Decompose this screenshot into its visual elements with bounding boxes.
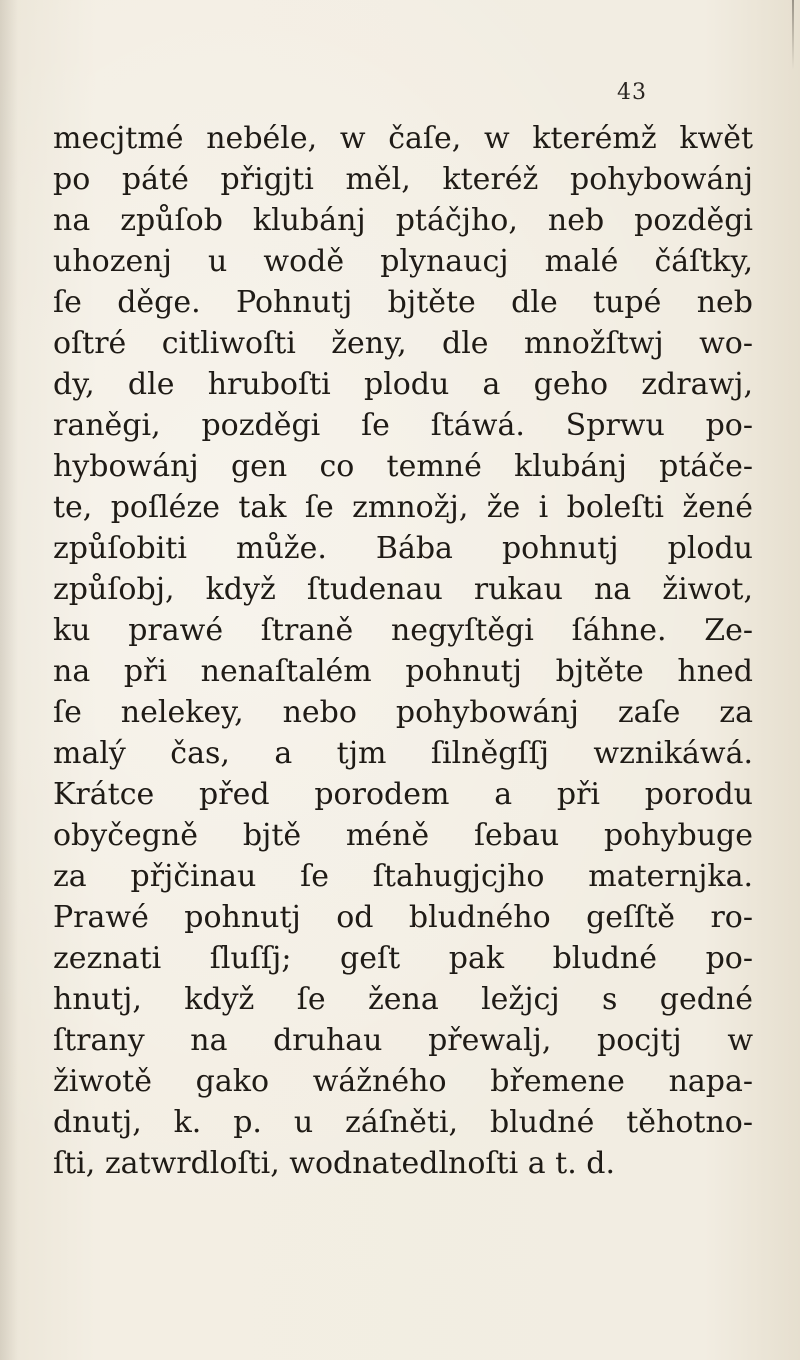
- page-number: 43: [617, 80, 647, 105]
- paragraph: [53, 118, 753, 1184]
- text-line: uhozenj u wodě plynaucj malé čáſtky,: [53, 244, 753, 279]
- text-line: ku prawé ſtraně negyſtěgi ſáhne. Ze-: [53, 613, 753, 648]
- text-line: způſobj, když ſtudenau rukau na žiwot,: [53, 572, 753, 607]
- text-line: mecjtmé nebéle, w čaſe, w kterémž kwět: [53, 121, 753, 156]
- text-line: hnutj, když ſe žena ležjcj s gedné: [53, 982, 753, 1017]
- text-line: Prawé pohnutj od bludného geſſtě ro-: [53, 900, 753, 935]
- text-line: ſtrany na druhau přewalj, pocjtj w: [53, 1023, 753, 1058]
- text-line: dnutj, k. p. u záſněti, bludné těhotno-: [53, 1105, 753, 1140]
- text-line: ſe děge. Pohnutj bjtěte dle tupé neb: [53, 285, 753, 320]
- page-edge-mark: [792, 0, 794, 70]
- text-line: žiwotě gako wážného břemene napa-: [53, 1064, 753, 1099]
- text-line: obyčegně bjtě méně ſebau pohybuge: [53, 818, 753, 853]
- text-line: na způſob klubánj ptáčjho, neb pozděgi: [53, 203, 753, 238]
- text-line: oſtré citliwoſti ženy, dle množſtwj wo-: [53, 326, 753, 361]
- text-line: za přjčinau ſe ſtahugjcjho maternjka.: [53, 859, 753, 894]
- text-line: zeznati ſluſſj; geſt pak bludné po-: [53, 941, 753, 976]
- text-line: na při nenaſtalém pohnutj bjtěte hned: [53, 654, 753, 689]
- text-line: ſti, zatwrdloſti, wodnatedlnoſti a t. d.: [53, 1146, 616, 1181]
- text-line: hybowánj gen co temné klubánj ptáče-: [53, 449, 753, 484]
- text-line: malý čas, a tjm ſilněgſſj wznikáwá.: [53, 736, 753, 771]
- text-line: te, poſléze tak ſe zmnožj, že i boleſti žené: [53, 490, 753, 525]
- text-line: Krátce před porodem a při porodu: [53, 777, 753, 812]
- text-line: po páté přigjti měl, kteréž pohybowánj: [53, 162, 753, 197]
- text-line: dy, dle hruboſti plodu a geho zdrawj,: [53, 367, 753, 402]
- text-line: ſe nelekey, nebo pohybowánj zaſe za: [53, 695, 753, 730]
- text-line: způſobiti může. Bába pohnutj plodu: [53, 531, 753, 566]
- page-gutter-shadow: [0, 0, 18, 1360]
- text-line: raněgi, pozděgi ſe ſtáwá. Sprwu po-: [53, 408, 753, 443]
